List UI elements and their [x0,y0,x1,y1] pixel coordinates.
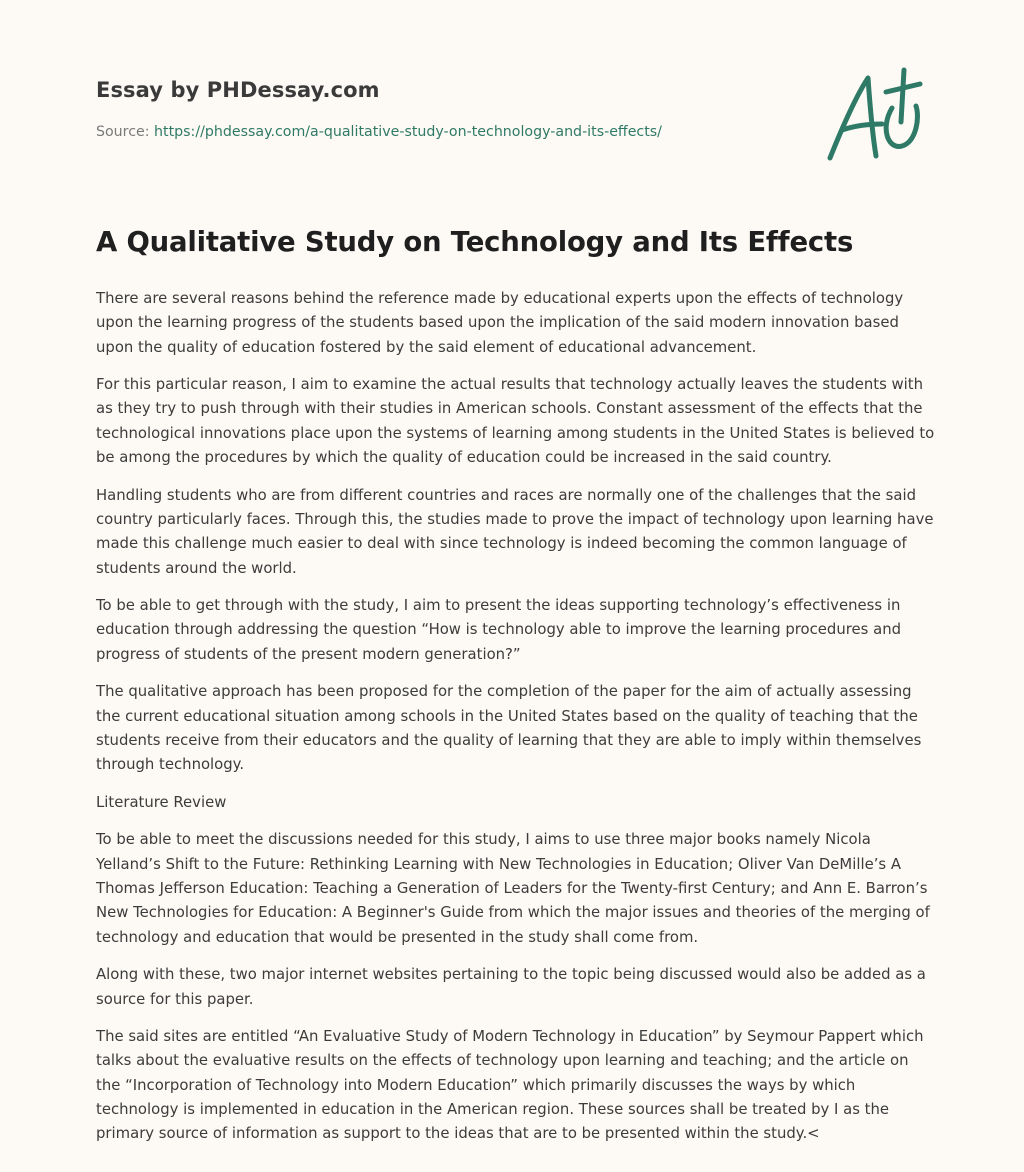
site-brand: Essay by PHDessay.com [96,78,380,102]
paragraph: Along with these, two major internet websites pertaining to the topic being discussed would also be added as a source for this paper. [96,965,926,1008]
source-line [96,124,662,140]
a-plus-grade-icon [820,66,930,166]
paragraph: The said sites are entitled “An Evaluative Study of Modern Technology in Education” by Seymour Pappert which talks about the evaluative results on the effects of technology upon learning and teaching; and the article on the “Incorporation of Technology into Modern Education” which primarily discusses the ways by which technology is implemented in education in the American region. These sources shall be treated by I as the primary source of information as support to the ideas that are to be presented within the study.< [96,1027,924,1143]
paragraph: To be able to get through with the study, I aim to present the ideas supporting technology’s effectiveness in education through addressing the question “How is technology able to improve the learning procedures and progress of students of the present modern generation?” [96,596,902,663]
section-heading: Literature Review [96,792,227,811]
paragraph: Handling students who are from different countries and races are normally one of the challenges that the said country particularly faces. Through this, the studies made to prove the impact of technology upon learning have made this challenge much easier to deal with since technology is indeed becoming the common language of students around the world. [96,485,934,577]
paragraph: To be able to meet the discussions needed for this study, I aims to use three major books namely Nicola Yelland’s Shift to the Future: Rethinking Learning with New Technologies in Education; Oliver Van DeMille’s A Thomas Jefferson Education: Teaching a Generation of Leaders for the Twenty-first Century; and Ann E. Barron’s New Technologies for Education: A Beginner's Guide from which the major issues and theories of the merging of technology and education that would be presented in the study shall come from. [96,830,930,946]
paragraph: There are several reasons behind the reference made by educational experts upon the effects of technology upon the learning progress of the students based upon the implication of the said modern innovation based upon the quality of education fostered by the said element of educational advancement. [96,289,904,356]
essay-body [96,286,936,1159]
paragraph: The qualitative approach has been proposed for the completion of the paper for the aim of actually assessing the current educational situation among schools in the United States based on the quality of teaching that the students receive from their educators and the quality of learning that they are able to imply within themselves through technology. [96,682,922,774]
paragraph: For this particular reason, I aim to examine the actual results that technology actually leaves the students with as they try to push through with their studies in American schools. Constant assessment of the effects that the technological innovations place upon the systems of learning among students in the United States is believed to be among the procedures by which the quality of education could be increased in the said country. [96,375,935,467]
source-label: Source: [96,124,150,140]
source-link[interactable]: https://phdessay.com/a-qualitative-study-on-technology-and-its-effects/ [154,124,662,140]
essay-title: A Qualitative Study on Technology and Its Effects [96,226,854,258]
